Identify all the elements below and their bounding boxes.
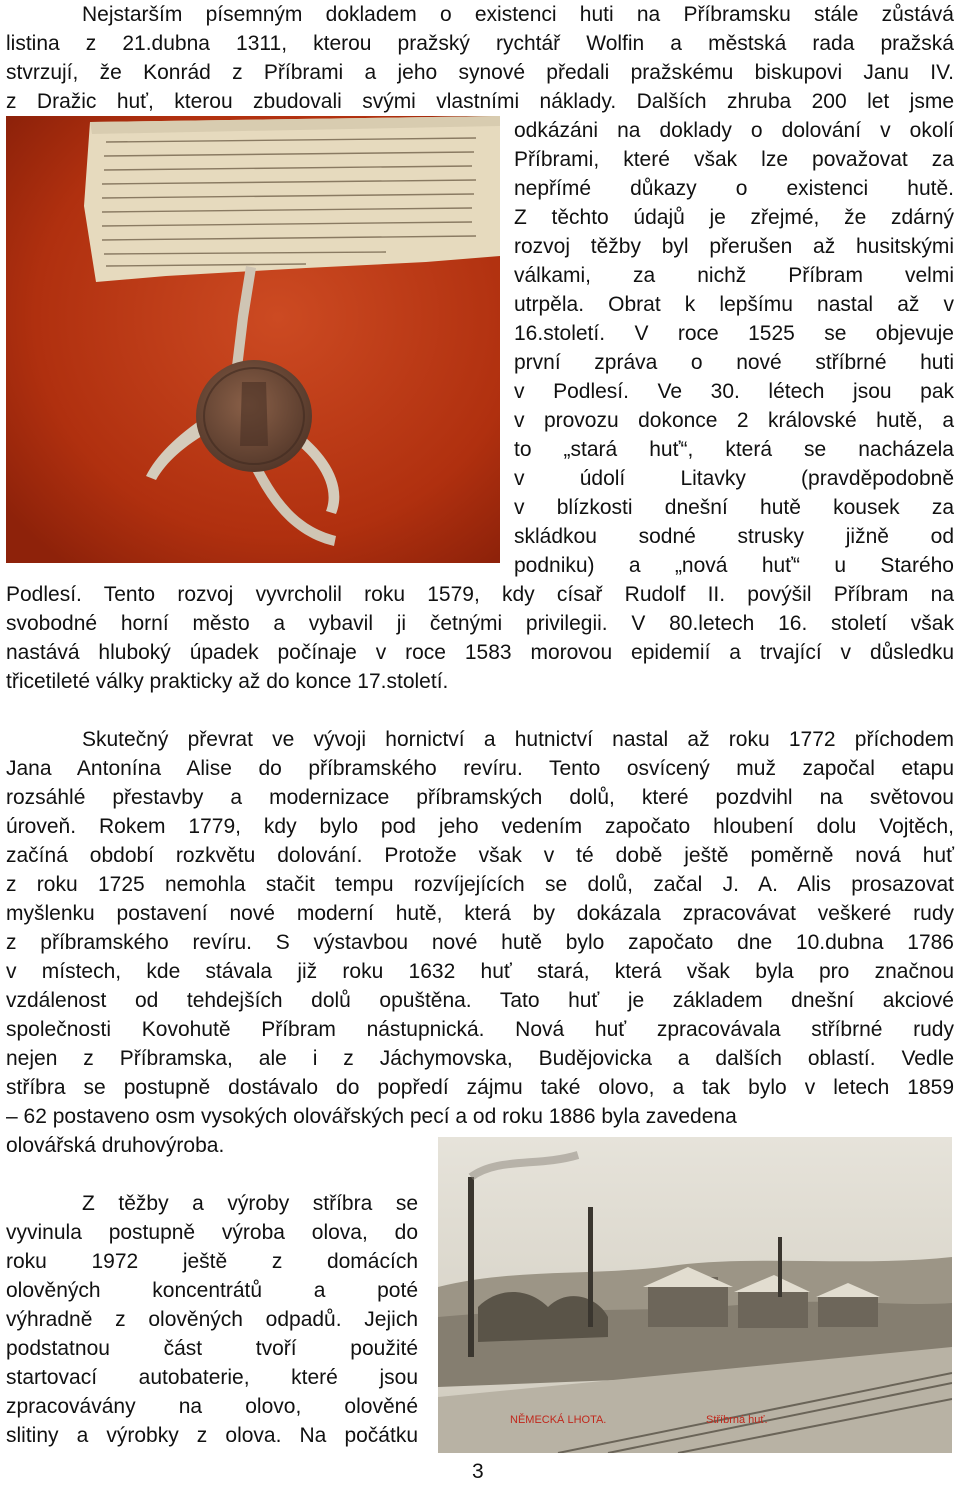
- text-line: olověných koncentrátů a poté: [6, 1279, 418, 1302]
- text-line: olovářská druhovýroba.: [6, 1134, 225, 1157]
- text-line: válkami, za nichž Příbram velmi: [514, 264, 954, 287]
- works-image: [438, 1137, 952, 1453]
- text-line: nastává hluboký úpadek počínaje v roce 1583 morovou epidemií a trvající v důsledku: [6, 641, 954, 664]
- text-line: rozsáhlé přestavby a modernizace příbramských dolů, které pozdvihl na světovou: [6, 786, 954, 809]
- text-line: z roku 1725 nemohla stačit tempu rozvíjejících se dolů, začal J. A. Alis prosazovat: [6, 873, 954, 896]
- text-line: nepřímé důkazy o existenci hutě.: [514, 177, 954, 200]
- text-line: to „stará huť“, která se nacházela: [514, 438, 954, 461]
- text-line: z příbramského revíru. S výstavbou nové hutě bylo započato dne 10.dubna 1786: [6, 931, 954, 954]
- text-line: z Dražic huť, kterou zbudovali svými vlastními náklady. Dalších zhruba 200 let jsme: [6, 90, 954, 113]
- paragraph-1-bottom: [6, 580, 954, 696]
- text-line: vzdálenost od tehdejších dolů opuštěna. Tato huť je základem dnešní akciové: [6, 989, 954, 1012]
- paragraph-3: [6, 1189, 418, 1450]
- text-line: začíná období rozkvětu dolování. Protože však v té době ještě poměrně nová huť: [6, 844, 954, 867]
- text-line: rozvoj těžby byl přerušen až husitskými: [514, 235, 954, 258]
- page-number: 3: [472, 1460, 484, 1483]
- text-line: listina z 21.dubna 1311, kterou pražský rychtář Wolfin a městská rada pražská: [6, 32, 954, 55]
- text-line: Jana Antonína Alise do příbramského revíru. Tento osvícený muž započal etapu: [6, 757, 954, 780]
- text-line: v blízkosti dnešní hutě kousek za: [514, 496, 954, 519]
- text-line: nejen z Příbramska, ale i z Jáchymovska, Budějovicka a dalších oblastí. Vedle: [6, 1047, 954, 1070]
- text-line: podstatnou část tvoří použité: [6, 1337, 418, 1360]
- text-line: 16.století. V roce 1525 se objevuje: [514, 322, 954, 345]
- text-line: výhradně z olověných odpadů. Jejich: [6, 1308, 418, 1331]
- text-line: Z těžby a výroby stříbra se: [82, 1192, 418, 1215]
- text-line: svobodné horní město a vybavil ji četnými privilegii. V 80.letech 16. století však: [6, 612, 954, 635]
- text-line: – 62 postaveno osm vysokých olovářských pecí a od roku 1886 byla zavedena: [6, 1105, 737, 1128]
- works-caption-right: Stříbrná huť.: [706, 1414, 768, 1426]
- text-line: společnosti Kovohutě Příbram nástupnická. Nová huť zpracovávala stříbrné rudy: [6, 1018, 954, 1041]
- text-line: v provozu dokonce 2 královské hutě, a: [514, 409, 954, 432]
- text-line: Nejstarším písemným dokladem o existenci huti na Příbramsku stále zůstává: [82, 3, 954, 26]
- works-photo: [438, 1137, 952, 1453]
- text-line: startovací autobaterie, které jsou: [6, 1366, 418, 1389]
- text-line: Skutečný převrat ve vývoji hornictví a hutnictví nastal až roku 1772 příchodem: [82, 728, 954, 751]
- text-line: třicetileté války prakticky až do konce 17.století.: [6, 670, 449, 693]
- charter-image: [6, 116, 500, 563]
- paragraph-2: [6, 725, 954, 1160]
- text-line: v údolí Litavky (pravděpodobně: [514, 467, 954, 490]
- text-line: odkázáni na doklady o dolování v okolí: [514, 119, 954, 142]
- text-line: v Podlesí. Ve 30. létech jsou pak: [514, 380, 954, 403]
- text-line: zpracovávány na olovo, olověné: [6, 1395, 418, 1418]
- text-line: Podlesí. Tento rozvoj vyvrcholil roku 1579, kdy císař Rudolf II. povýšil Příbram na: [6, 583, 954, 606]
- text-line: úroveň. Rokem 1779, kdy bylo pod jeho vedením započato hloubení dolu Vojtěch,: [6, 815, 954, 838]
- text-line: myšlenku postavení nové moderní hutě, která by dokázala zpracovávat veškeré rudy: [6, 902, 954, 925]
- text-line: stříbra se postupně dostávalo do popředí zájmu také olovo, a tak bylo v letech 1859: [6, 1076, 954, 1099]
- text-line: stvrzují, že Konrád z Příbrami a jeho synové předali pražskému biskupovi Janu IV.: [6, 61, 954, 84]
- text-line: slitiny a výrobky z olova. Na počátku: [6, 1424, 418, 1447]
- paragraph-1-right: [514, 116, 954, 580]
- paragraph-1-top: [6, 0, 954, 116]
- text-line: Z těchto údajů je zřejmé, že zdárný: [514, 206, 954, 229]
- charter-photo: [6, 116, 500, 563]
- text-line: v místech, kde stávala již roku 1632 huť stará, která však byla pro značnou: [6, 960, 954, 983]
- text-line: vyvinula postupně výroba olova, do: [6, 1221, 418, 1244]
- text-line: první zpráva o nové stříbrné huti: [514, 351, 954, 374]
- text-line: roku 1972 ještě z domácích: [6, 1250, 418, 1273]
- text-line: Příbrami, které však lze považovat za: [514, 148, 954, 171]
- works-caption-left: NĚMECKÁ LHOTA.: [510, 1414, 607, 1426]
- text-line: skládkou sodné strusky jižně od: [514, 525, 954, 548]
- text-line: podniku) a „nová huť“ u Starého: [514, 554, 954, 577]
- text-line: utrpěla. Obrat k lepšímu nastal až v: [514, 293, 954, 316]
